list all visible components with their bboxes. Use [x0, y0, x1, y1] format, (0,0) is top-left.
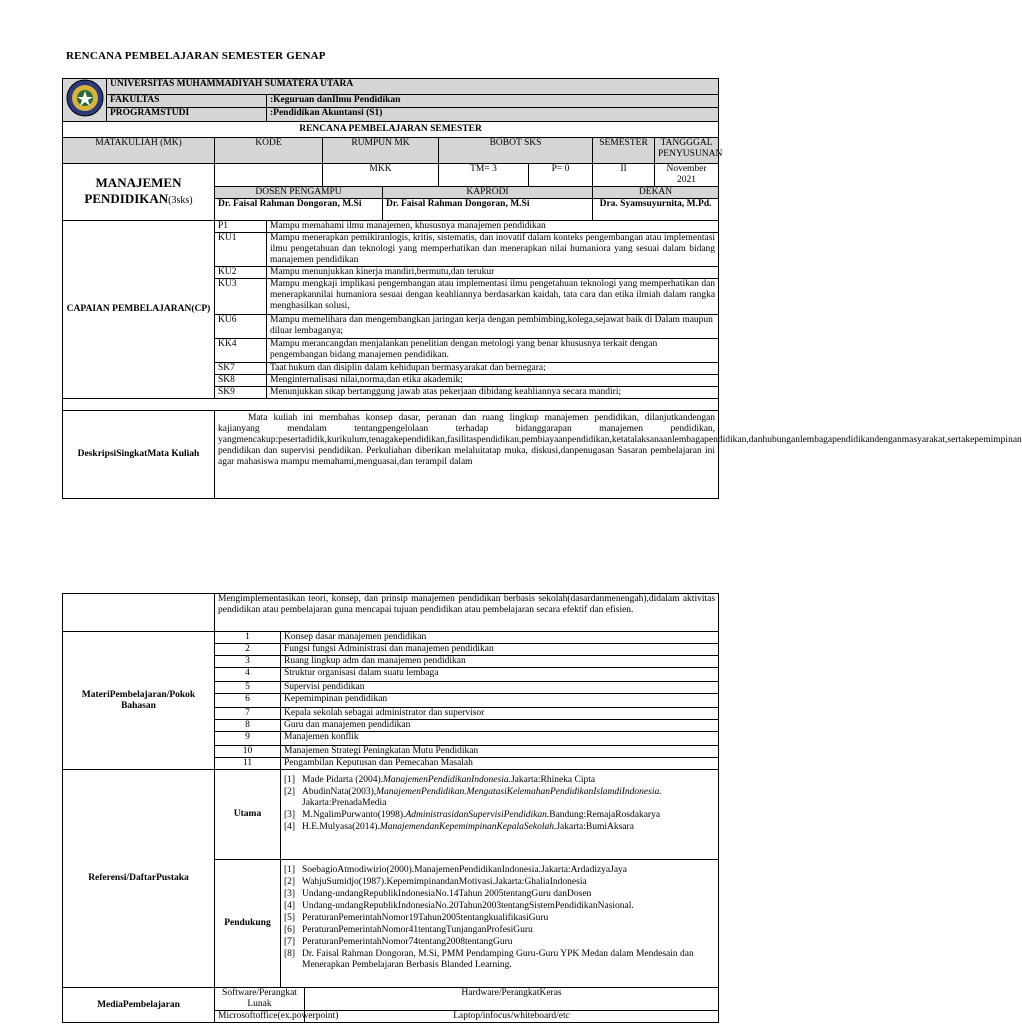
university-logo: [63, 79, 107, 122]
materi-text: Struktur organisasi dalam suatu lembaga: [281, 668, 719, 682]
dosen-label: DOSEN PENGAMPU: [215, 187, 383, 199]
materi-no: 5: [215, 682, 281, 694]
cp-text: Menginternalisasi nilai,norma,dan etika akademik;: [267, 375, 719, 387]
col-kode: KODE: [215, 138, 323, 164]
hardware-label: Hardware/PerangkatKeras: [305, 988, 719, 1011]
cp-code: KU1: [215, 233, 267, 267]
dosen-name: Dr. Faisal Rahman Dongoran, M.Si: [215, 199, 383, 221]
faculty-label: FAKULTAS: [107, 94, 267, 108]
materi-label: MateriPembelajaran/Pokok Bahasan: [63, 632, 215, 770]
materi-text: Guru dan manajemen pendidikan: [281, 720, 719, 732]
materi-text: Manajemen Strategi Peningkatan Mutu Pendidikan: [281, 746, 719, 758]
ref-item: [5] PeraturanPemerintahNomor19Tahun2005tentangkualifikasiGuru: [284, 913, 549, 923]
materi-no: 6: [215, 694, 281, 708]
cp-code: SK9: [215, 387, 267, 399]
umsu-seal-icon: [66, 79, 104, 117]
materi-no: 1: [215, 632, 281, 644]
materi-no: 2: [215, 644, 281, 656]
utama-list: [281, 770, 719, 860]
cp-text: Menunjukkan sikap bertanggung jawab atas pekerjaan dibidang keahliannya secara mandiri;: [267, 387, 719, 399]
ref-item: [3] Undang-undangRepublikIndonesiaNo.14Tahun 2005tentangGuru danDosen: [284, 889, 592, 899]
kaprodi-name: Dr. Faisal Rahman Dongoran, M.Si: [383, 199, 593, 221]
continuation-label: [63, 594, 215, 632]
ref-item: [8] Dr. Faisal Rahman Dongoran, M.Si, PMM Pendamping Guru-Guru YPK Medan dalam Mendesain dan Menerapkan Pembelajaran Berbasis Blanded Learning.: [284, 949, 694, 970]
referensi-label: Referensi/DaftarPustaka: [63, 770, 215, 988]
capaian-label: CAPAIAN PEMBELAJARAN(CP): [63, 221, 215, 399]
course-sks: (3sks): [168, 195, 193, 206]
continuation-text: Mengimplementasikan teori, konsep, dan prinsip manajemen pendidikan berbasis sekolah(dasardanmenengah),didalam aktivitas pendidikan atau pembelajaran guna mencapai tujuan pendidikan atau pembelajaran secara efektif dan efisien.: [215, 594, 719, 632]
course-kode: [215, 164, 323, 187]
course-tm: TM= 3: [439, 164, 529, 187]
col-matakuliah: MATAKULIAH (MK): [63, 138, 215, 164]
ref-item: [1] SoebagioAtmodiwirio(2000).ManajemenPendidikanIndonesia.Jakarta:ArdadizyaJaya: [284, 865, 628, 875]
course-date: November 2021: [655, 164, 719, 187]
materi-text: Kepala sekolah sebagai administrator dan supervisor: [281, 708, 719, 720]
kaprodi-label: KAPRODI: [383, 187, 593, 199]
deskripsi-text: Mata kuliah ini membahas konsep dasar, peranan dan ruang lingkup manajemen pendidikan, dilanjutkandengan kajianyang mendalam tentangpengelolaan terhadap bidanggarapan manajemen pendidikan, yangmencakup:pesertadidik,kurikulum,tenagakependidikan,fasilitaspendidikan,pembiayaanpendidikan,ketatalaksanaanlembagapendidikan,danhubunganlembagapendidikandenganmasyarakat,sertakepemimpinan pendidikan dan supervisi pendidikan. Perkuliahan diberikan melaluitatap muka, diskusi,danpenugasan Sasaran pembelajaran ini agar mahasiswa mampu memahami,menguasai,dan terampil dalam: [215, 411, 719, 499]
utama-label: Utama: [215, 770, 281, 860]
materi-no: 9: [215, 732, 281, 746]
software-value: Microsoftoffice(ex.powerpoint): [215, 1011, 305, 1023]
col-tanggal: TANGGGAL PENYUSUNAN: [655, 138, 719, 164]
rps-header-table: [62, 78, 1022, 499]
materi-no: 8: [215, 720, 281, 732]
dekan-name: Dra. Syamsuyurnita, M.Pd.: [593, 199, 719, 221]
ref-item: [3] M.NgalimPurwanto(1998).AdministrasidanSupervisiPendidikan.Bandung:RemajaRosdakarya: [284, 810, 661, 820]
course-semester: II: [593, 164, 655, 187]
ref-item: [2] AbudinNata(2003),ManajemenPendidikan.MengatasiKelemahanPendidikanIslamdiIndonesia. Jakarta:PrenadaMedia: [284, 787, 662, 808]
program-label: PROGRAMSTUDI: [107, 108, 267, 122]
materi-text: Supervisi pendidikan: [281, 682, 719, 694]
cp-text: Mampu menerapkan pemikiranlogis, kritis, sistematis, dan inovatif dalam konteks pengembangan atau implementasi ilmu pengetahuan dan teknologi yang memperhatikan dan menerapkan nilai humaniora yang sesuai dalam bidang manajemen pendidikan: [267, 233, 719, 267]
ref-item: [6] PeraturanPemerintahNomor41tentangTunjanganProfesiGuru: [284, 925, 533, 935]
course-p: P= 0: [529, 164, 593, 187]
ref-item: [4] Undang-undangRepublikIndonesiaNo.20Tahun2003tentangSistemPendidikanNasional.: [284, 901, 634, 911]
materi-no: 3: [215, 656, 281, 668]
materi-text: Manajemen konflik: [281, 732, 719, 746]
cp-code: P1: [215, 221, 267, 233]
cp-code: SK7: [215, 363, 267, 375]
dekan-label: DEKAN: [593, 187, 719, 199]
materi-no: 10: [215, 746, 281, 758]
materi-no: 4: [215, 668, 281, 682]
cp-code: KU3: [215, 279, 267, 315]
course-name-cell: [63, 164, 215, 221]
pendukung-list: [281, 860, 719, 988]
materi-text: Konsep dasar manajemen pendidikan: [281, 632, 719, 644]
materi-text: Ruang lingkup adm dan manajemen pendidikan: [281, 656, 719, 668]
col-bobot: BOBOT SKS: [439, 138, 593, 164]
ref-item: [4] H.E.Mulyasa(2014).ManajemendanKepemimpinanKepalaSekolah.Jakarta:BumiAksara: [284, 822, 634, 832]
spacer-row: [63, 399, 719, 411]
cp-code: KK4: [215, 339, 267, 363]
cp-text: Mampu menunjukkan kinerja mandiri,bermutu,dan terukur: [267, 267, 719, 279]
cp-text: Mampu memelihara dan mengembangkan jaringan kerja dengan pembimbing,kolega,sejawat baik di Dalam maupun diluar lembaganya;: [267, 315, 719, 339]
materi-no: 7: [215, 708, 281, 720]
faculty-value: :Keguruan danIlmu Pendidikan: [267, 94, 719, 108]
col-rumpun: RUMPUN MK: [323, 138, 439, 164]
cp-code: KU6: [215, 315, 267, 339]
course-rumpun: MKK: [323, 164, 439, 187]
media-label: MediaPembelajaran: [63, 988, 215, 1023]
pendukung-label: Pendukung: [215, 860, 281, 988]
cp-code: KU2: [215, 267, 267, 279]
materi-text: Kepemimpinan pendidikan: [281, 694, 719, 708]
document-title: RENCANA PEMBELAJARAN SEMESTER GENAP: [66, 50, 326, 62]
materi-no: 11: [215, 758, 281, 770]
cp-text: Mampu merancangdan menjalankan penelitian dengan metologi yang benar khususnya terkait dengan pengembangan bidang manajemen pendidikan.: [267, 339, 719, 363]
program-value: :Pendidikan Akuntansi (S1): [267, 108, 719, 122]
hardware-value: Laptop/infocus/whiteboard/etc: [305, 1011, 719, 1023]
materi-text: Pengambilan Keputusan dan Pemecahan Masalah: [281, 758, 719, 770]
course-name: MANAJEMEN PENDIDIKAN: [84, 175, 182, 206]
software-label: Software/Perangkat Lunak: [215, 988, 305, 1011]
rps-detail-table: [62, 593, 719, 1023]
cp-text: Taat hukum dan disiplin dalam kehidupan bermasyarakat dan bernegara;: [267, 363, 719, 375]
university-name: UNIVERSITAS MUHAMMADIYAH SUMATERA UTARA: [107, 79, 719, 95]
materi-text: Fungsi fungsi Administrasi dan manajemen pendidikan: [281, 644, 719, 656]
deskripsi-label: DeskripsiSingkatMata Kuliah: [63, 411, 215, 499]
ref-item: [1] Made Pidarta (2004).ManajemenPendidikanIndonesia.Jakarta:Rhineka Cipta: [284, 775, 596, 785]
ref-item: [7] PeraturanPemerintahNomor74tentang2008tentangGuru: [284, 937, 513, 947]
cp-text: Mampu memahami ilmu manajemen, khususnya manajemen pendidikan: [267, 221, 719, 233]
col-semester: SEMESTER: [593, 138, 655, 164]
rps-title: RENCANA PEMBELAJARAN SEMESTER: [63, 122, 719, 138]
cp-code: SK8: [215, 375, 267, 387]
cp-text: Mampu mengkaji implikasi pengembangan atau implementasi ilmu pengetahuan teknologi yang memperhatikan dan menerapkannilai humaniora sesuai dengan keahliannya berdasarkan kaidah, tata cara dan etika ilmiah dalam rangka menghasilkan solusi,: [267, 279, 719, 315]
ref-item: [2] WahjuSumidjo(1987).KepemimpinandanMotivasi.Jakarta:GhaliaIndonesia: [284, 877, 587, 887]
